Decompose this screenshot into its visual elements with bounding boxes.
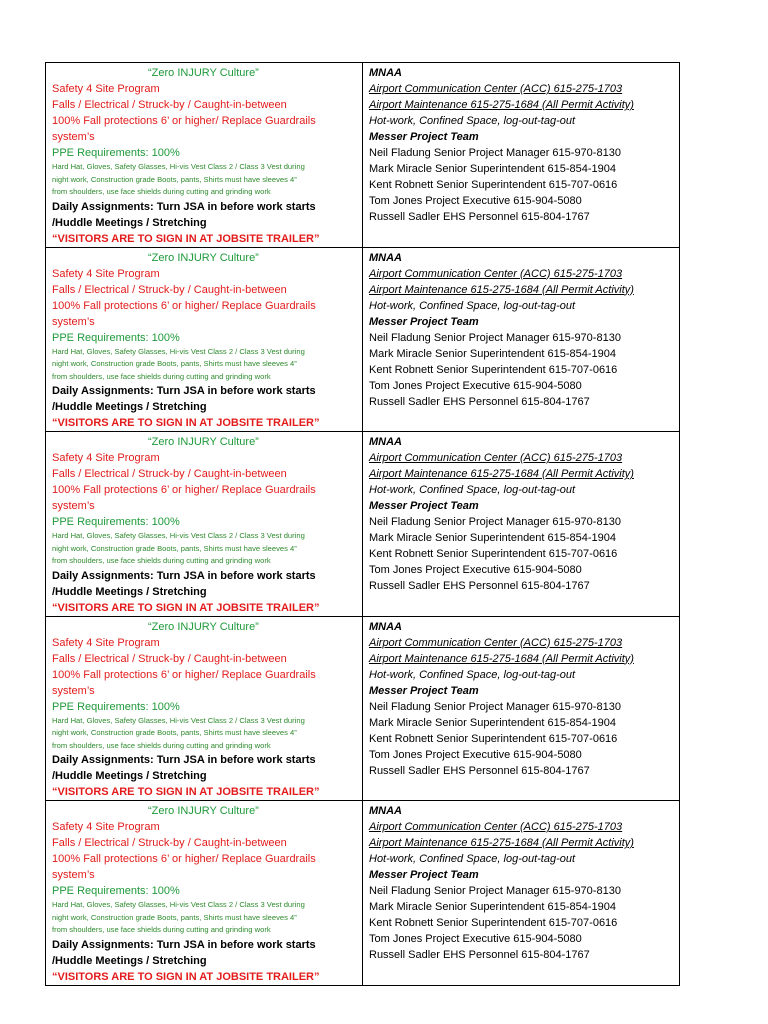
- maintenance-phone: Airport Maintenance 615-275-1684 (All Permit Activity): [369, 652, 634, 665]
- hazard-list: Falls / Electrical / Struck-by / Caught-in-between: [52, 99, 287, 111]
- hazard-list: Falls / Electrical / Struck-by / Caught-in-between: [52, 837, 287, 849]
- permit-types: Hot-work, Confined Space, log-out-tag-out: [369, 115, 576, 127]
- safety-card-row: [46, 616, 680, 801]
- ppe-requirements: PPE Requirements: 100%: [52, 331, 180, 344]
- contact-line: Russell Sadler EHS Personnel 615-804-1767: [369, 764, 590, 777]
- fall-protection-line-2: system’s: [52, 131, 95, 143]
- safety-info-cell: [46, 63, 363, 248]
- program-name: Safety 4 Site Program: [52, 83, 160, 95]
- safety-card-row: [46, 63, 680, 248]
- contacts-cell: [363, 801, 680, 986]
- contact-line: Neil Fladung Senior Project Manager 615-970-8130: [369, 885, 621, 897]
- ppe-requirements: PPE Requirements: 100%: [52, 147, 180, 159]
- daily-assignments-line-1: Daily Assignments: Turn JSA in before work starts: [52, 754, 316, 766]
- safety-card-row: [46, 432, 680, 617]
- contact-line: Kent Robnett Senior Superintendent 615-707-0616: [369, 179, 618, 191]
- acc-phone: Airport Communication Center (ACC) 615-275-1703: [369, 267, 623, 280]
- org-heading: MNAA: [369, 805, 402, 817]
- ppe-detail-line-1: Hard Hat, Gloves, Safety Glasses, Hi-vis Vest Class 2 / Class 3 Vest during: [52, 900, 305, 909]
- contact-line: Tom Jones Project Executive 615-904-5080: [369, 195, 582, 207]
- contact-line: Tom Jones Project Executive 615-904-5080: [369, 379, 582, 392]
- contacts-cell: [363, 63, 680, 248]
- visitors-notice: “VISITORS ARE TO SIGN IN AT JOBSITE TRAILER”: [52, 786, 320, 798]
- contact-line: Neil Fladung Senior Project Manager 615-970-8130: [369, 147, 621, 159]
- daily-assignments-line-1: Daily Assignments: Turn JSA in before work starts: [52, 200, 316, 213]
- acc-phone: Airport Communication Center (ACC) 615-275-1703: [369, 83, 623, 95]
- visitors-notice: “VISITORS ARE TO SIGN IN AT JOBSITE TRAILER”: [52, 970, 320, 983]
- org-heading: MNAA: [369, 436, 402, 448]
- fall-protection-line-2: system’s: [52, 500, 95, 512]
- fall-protection-line-1: 100% Fall protections 6’ or higher/ Replace Guardrails: [52, 853, 316, 865]
- permit-types: Hot-work, Confined Space, log-out-tag-out: [369, 484, 576, 496]
- ppe-requirements: PPE Requirements: 100%: [52, 516, 180, 528]
- permit-types: Hot-work, Confined Space, log-out-tag-out: [369, 668, 576, 681]
- fall-protection-line-2: system’s: [52, 315, 95, 328]
- culture-title: “Zero INJURY Culture”: [148, 251, 259, 264]
- ppe-detail-line-3: from shoulders, use face shields during cutting and grinding work: [52, 925, 271, 934]
- contacts-cell: [363, 616, 680, 801]
- program-name: Safety 4 Site Program: [52, 452, 160, 464]
- contact-line: Russell Sadler EHS Personnel 615-804-1767: [369, 395, 590, 408]
- fall-protection-line-1: 100% Fall protections 6’ or higher/ Replace Guardrails: [52, 484, 316, 496]
- ppe-detail-line-2: night work, Construction grade Boots, pants, Shirts must have sleeves 4”: [52, 174, 297, 184]
- daily-assignments-line-2: /Huddle Meetings / Stretching: [52, 216, 207, 229]
- maintenance-phone: Airport Maintenance 615-275-1684 (All Permit Activity): [369, 837, 634, 849]
- daily-assignments-line-2: /Huddle Meetings / Stretching: [52, 954, 207, 967]
- contact-line: Kent Robnett Senior Superintendent 615-707-0616: [369, 732, 618, 745]
- contact-line: Mark Miracle Senior Superintendent 615-854-1904: [369, 347, 617, 360]
- daily-assignments-line-1: Daily Assignments: Turn JSA in before work starts: [52, 385, 316, 397]
- safety-card-row: [46, 247, 680, 432]
- org-heading: MNAA: [369, 67, 402, 79]
- ppe-detail-line-1: Hard Hat, Gloves, Safety Glasses, Hi-vis Vest Class 2 / Class 3 Vest during: [52, 346, 305, 356]
- project-team-heading: Messer Project Team: [369, 500, 479, 512]
- program-name: Safety 4 Site Program: [52, 821, 160, 833]
- safety-card-table: [45, 62, 680, 986]
- contact-line: Mark Miracle Senior Superintendent 615-854-1904: [369, 163, 617, 175]
- fall-protection-line-1: 100% Fall protections 6’ or higher/ Replace Guardrails: [52, 115, 316, 127]
- ppe-detail-line-1: Hard Hat, Gloves, Safety Glasses, Hi-vis Vest Class 2 / Class 3 Vest during: [52, 531, 305, 540]
- safety-info-cell: [46, 432, 363, 617]
- permit-types: Hot-work, Confined Space, log-out-tag-out: [369, 299, 576, 312]
- ppe-detail-line-2: night work, Construction grade Boots, pants, Shirts must have sleeves 4”: [52, 728, 297, 737]
- contact-line: Mark Miracle Senior Superintendent 615-854-1904: [369, 716, 617, 729]
- project-team-heading: Messer Project Team: [369, 684, 479, 697]
- safety-info-cell: [46, 616, 363, 801]
- hazard-list: Falls / Electrical / Struck-by / Caught-in-between: [52, 652, 287, 665]
- acc-phone: Airport Communication Center (ACC) 615-275-1703: [369, 636, 623, 649]
- culture-title: “Zero INJURY Culture”: [148, 436, 259, 448]
- daily-assignments-line-1: Daily Assignments: Turn JSA in before work starts: [52, 938, 316, 951]
- contact-line: Kent Robnett Senior Superintendent 615-707-0616: [369, 917, 618, 929]
- contact-line: Mark Miracle Senior Superintendent 615-854-1904: [369, 532, 617, 544]
- acc-phone: Airport Communication Center (ACC) 615-275-1703: [369, 452, 623, 464]
- culture-title: “Zero INJURY Culture”: [148, 67, 259, 79]
- ppe-requirements: PPE Requirements: 100%: [52, 885, 180, 897]
- visitors-notice: “VISITORS ARE TO SIGN IN AT JOBSITE TRAILER”: [52, 417, 320, 429]
- contact-line: Russell Sadler EHS Personnel 615-804-1767: [369, 580, 590, 592]
- maintenance-phone: Airport Maintenance 615-275-1684 (All Permit Activity): [369, 283, 634, 296]
- safety-card-row: [46, 801, 680, 986]
- ppe-detail-line-2: night work, Construction grade Boots, pants, Shirts must have sleeves 4”: [52, 359, 297, 368]
- project-team-heading: Messer Project Team: [369, 869, 479, 881]
- daily-assignments-line-2: /Huddle Meetings / Stretching: [52, 585, 207, 598]
- contact-line: Neil Fladung Senior Project Manager 615-970-8130: [369, 700, 621, 713]
- program-name: Safety 4 Site Program: [52, 267, 160, 280]
- fall-protection-line-1: 100% Fall protections 6’ or higher/ Replace Guardrails: [52, 668, 316, 681]
- contact-line: Russell Sadler EHS Personnel 615-804-1767: [369, 949, 590, 961]
- contact-line: Tom Jones Project Executive 615-904-5080: [369, 748, 582, 761]
- ppe-detail-line-2: night work, Construction grade Boots, pants, Shirts must have sleeves 4”: [52, 543, 297, 553]
- safety-info-cell: [46, 801, 363, 986]
- safety-info-cell: [46, 247, 363, 432]
- daily-assignments-line-1: Daily Assignments: Turn JSA in before work starts: [52, 569, 316, 582]
- contact-line: Tom Jones Project Executive 615-904-5080: [369, 933, 582, 945]
- daily-assignments-line-2: /Huddle Meetings / Stretching: [52, 770, 207, 782]
- ppe-requirements: PPE Requirements: 100%: [52, 700, 180, 713]
- ppe-detail-line-2: night work, Construction grade Boots, pants, Shirts must have sleeves 4”: [52, 912, 297, 922]
- ppe-detail-line-3: from shoulders, use face shields during cutting and grinding work: [52, 740, 271, 750]
- org-heading: MNAA: [369, 251, 402, 264]
- contacts-cell: [363, 432, 680, 617]
- daily-assignments-line-2: /Huddle Meetings / Stretching: [52, 401, 207, 413]
- contact-line: Mark Miracle Senior Superintendent 615-854-1904: [369, 901, 617, 913]
- visitors-notice: “VISITORS ARE TO SIGN IN AT JOBSITE TRAILER”: [52, 601, 320, 614]
- contact-line: Neil Fladung Senior Project Manager 615-970-8130: [369, 516, 621, 528]
- project-team-heading: Messer Project Team: [369, 315, 479, 328]
- ppe-detail-line-3: from shoulders, use face shields during cutting and grinding work: [52, 187, 271, 196]
- visitors-notice: “VISITORS ARE TO SIGN IN AT JOBSITE TRAILER”: [52, 232, 320, 245]
- project-team-heading: Messer Project Team: [369, 131, 479, 143]
- maintenance-phone: Airport Maintenance 615-275-1684 (All Permit Activity): [369, 468, 634, 480]
- acc-phone: Airport Communication Center (ACC) 615-275-1703: [369, 821, 623, 833]
- hazard-list: Falls / Electrical / Struck-by / Caught-in-between: [52, 283, 287, 296]
- ppe-detail-line-1: Hard Hat, Gloves, Safety Glasses, Hi-vis Vest Class 2 / Class 3 Vest during: [52, 162, 305, 171]
- ppe-detail-line-1: Hard Hat, Gloves, Safety Glasses, Hi-vis Vest Class 2 / Class 3 Vest during: [52, 715, 305, 725]
- fall-protection-line-2: system’s: [52, 869, 95, 881]
- safety-card-table-body: [46, 63, 680, 986]
- culture-title: “Zero INJURY Culture”: [148, 805, 259, 817]
- hazard-list: Falls / Electrical / Struck-by / Caught-in-between: [52, 468, 287, 480]
- maintenance-phone: Airport Maintenance 615-275-1684 (All Permit Activity): [369, 99, 634, 111]
- contact-line: Tom Jones Project Executive 615-904-5080: [369, 564, 582, 576]
- ppe-detail-line-3: from shoulders, use face shields during cutting and grinding work: [52, 556, 271, 565]
- contact-line: Russell Sadler EHS Personnel 615-804-1767: [369, 211, 590, 223]
- ppe-detail-line-3: from shoulders, use face shields during cutting and grinding work: [52, 371, 271, 381]
- program-name: Safety 4 Site Program: [52, 636, 160, 649]
- contacts-cell: [363, 247, 680, 432]
- contact-line: Neil Fladung Senior Project Manager 615-970-8130: [369, 331, 621, 344]
- fall-protection-line-1: 100% Fall protections 6’ or higher/ Replace Guardrails: [52, 299, 316, 312]
- org-heading: MNAA: [369, 620, 402, 633]
- permit-types: Hot-work, Confined Space, log-out-tag-out: [369, 853, 576, 865]
- contact-line: Kent Robnett Senior Superintendent 615-707-0616: [369, 363, 618, 376]
- fall-protection-line-2: system’s: [52, 684, 95, 697]
- contact-line: Kent Robnett Senior Superintendent 615-707-0616: [369, 548, 618, 560]
- culture-title: “Zero INJURY Culture”: [148, 620, 259, 633]
